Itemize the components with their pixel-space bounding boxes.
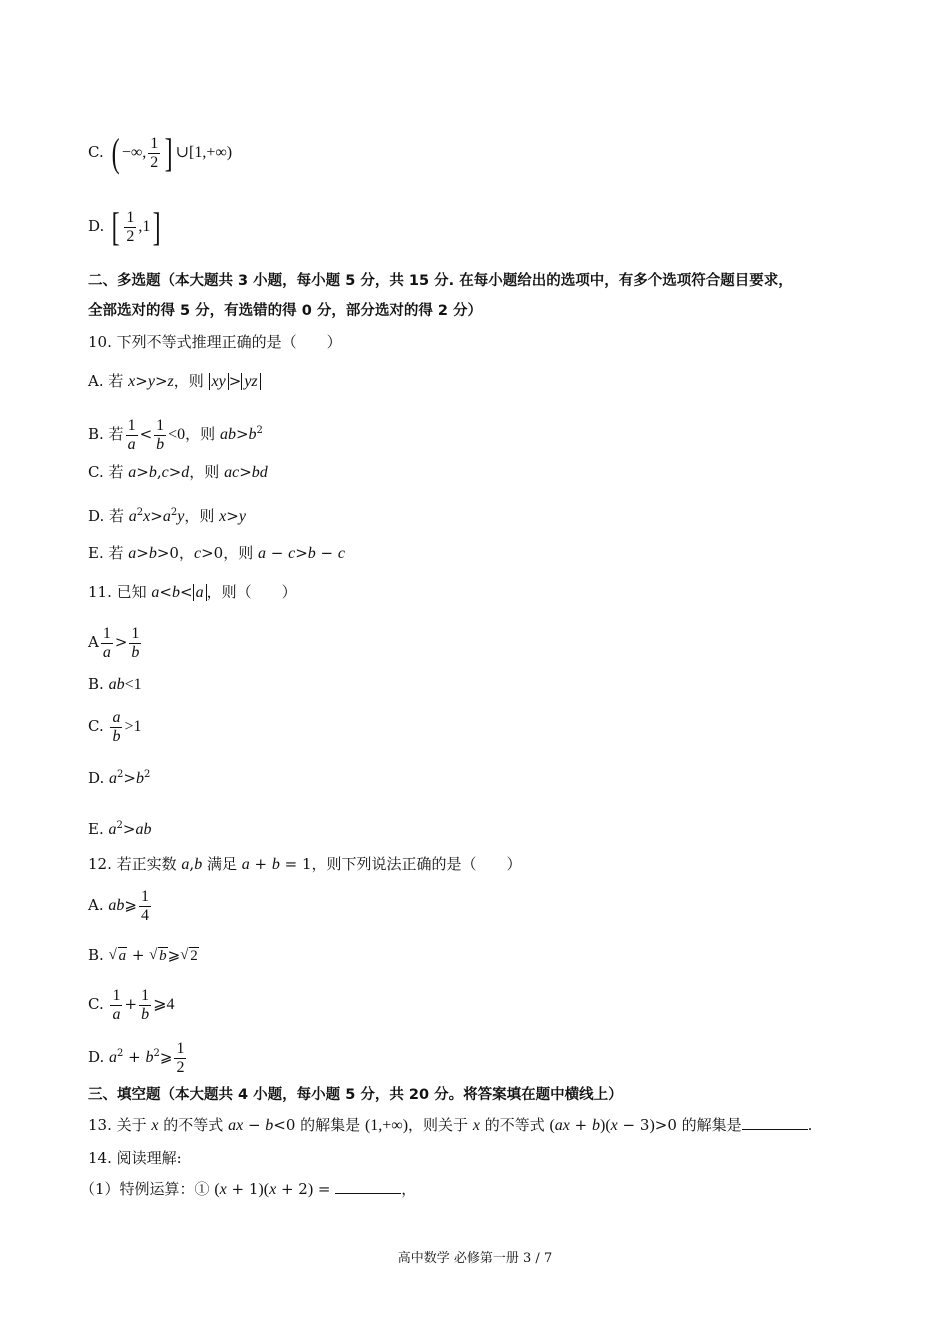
right-bracket: ]: [164, 130, 173, 175]
section3-title: 三、填空题（本大题共 4 小题，每小题 5 分，共 20 分。将答案填在题中横线上）: [88, 1087, 623, 1103]
option-label: D.: [88, 217, 105, 235]
q12-option-b: B. √ a + √ b⩾√ 2: [88, 945, 199, 966]
q10-option-c: C. 若 a>b,c>d，则 ac>bd: [88, 463, 268, 481]
q10-option-e: E. 若 a>b>0，c>0，则 a − c>b − c: [88, 544, 345, 562]
q10-option-b: B. 若 $\frac{1}{a}$ < $\frac{1}{b}$ <0，则 $ab>b^2$: [88, 416, 263, 453]
right-bracket: ]: [153, 204, 162, 249]
q9-option-d: D. [ $\frac{1}{2}$ ,1]: [88, 204, 162, 249]
q12-option-c: C. $\frac{1}{a}$ + $\frac{1}{b}$ ⩾4: [88, 986, 175, 1023]
q13-text: 13. 关于 x 的不等式 ax − b<0 的解集是 (1,+∞)，则关于 x 的不等式 (ax + b)(x − 3)>0 的解集是 .: [88, 1116, 813, 1134]
fraction-half: $\frac{1}{2}$: [150, 134, 159, 171]
q12-stem: 12. 若正实数 a,b 满足 a + b = 1，则下列说法正确的是（ ）: [88, 855, 522, 873]
q10-option-a: A. 若 x>y>z，则 xy > yz: [88, 371, 261, 392]
q11-option-a: A $\frac{1}{a}$ > $\frac{1}{b}$: [88, 624, 140, 661]
page-footer: 高中数学 必修第一册 3 / 7: [397, 1251, 553, 1266]
q11-option-b: B. ab<1: [88, 675, 142, 693]
q14-stem: 14. 阅读理解:: [88, 1149, 182, 1167]
q10-stem: 10. 下列不等式推理正确的是（ ）: [88, 333, 342, 351]
q12-option-d: D. $a^2$ + $b^2⩾$ $\frac{1}{2}$: [88, 1039, 185, 1076]
q12-option-a: A. ab⩾ $\frac{1}{4}$: [88, 887, 149, 924]
fraction-half: $\frac{1}{2}$: [126, 208, 135, 245]
answer-blank: [742, 1115, 808, 1130]
q9-c-union: ∪[1,+∞): [175, 144, 233, 161]
section2-title: 二、多选题（本大题共 3 小题，每小题 5 分，共 15 分. 在每小题给出的选项中，有多个选项符合题目要求，: [88, 273, 793, 289]
answer-blank: [335, 1179, 401, 1194]
left-bracket: [: [111, 204, 120, 249]
q14-part1: （1）特例运算：① (x + 1)(x + 2) = ，: [80, 1180, 417, 1198]
q11-stem: 11. 已知 a<b< a ，则（ ）: [88, 583, 297, 601]
q11-option-d: D. $a^2>b^2$: [88, 769, 151, 787]
q9-option-c: C. ( −∞, $\frac{1}{2}$ ] ∪[1,+∞): [88, 130, 233, 175]
q10-option-d: D. 若 $a^2x>a^2y$，则 x>y: [88, 507, 246, 525]
option-label: C.: [88, 143, 104, 161]
left-paren: (: [111, 130, 120, 175]
q11-option-c: C. $\frac{a}{b}$ >1: [88, 708, 142, 745]
section2-title-cont: 全部选对的得 5 分，有选错的得 0 分，部分选对的得 2 分）: [88, 303, 483, 319]
q11-option-e: E. $a^2>ab$: [88, 820, 152, 838]
